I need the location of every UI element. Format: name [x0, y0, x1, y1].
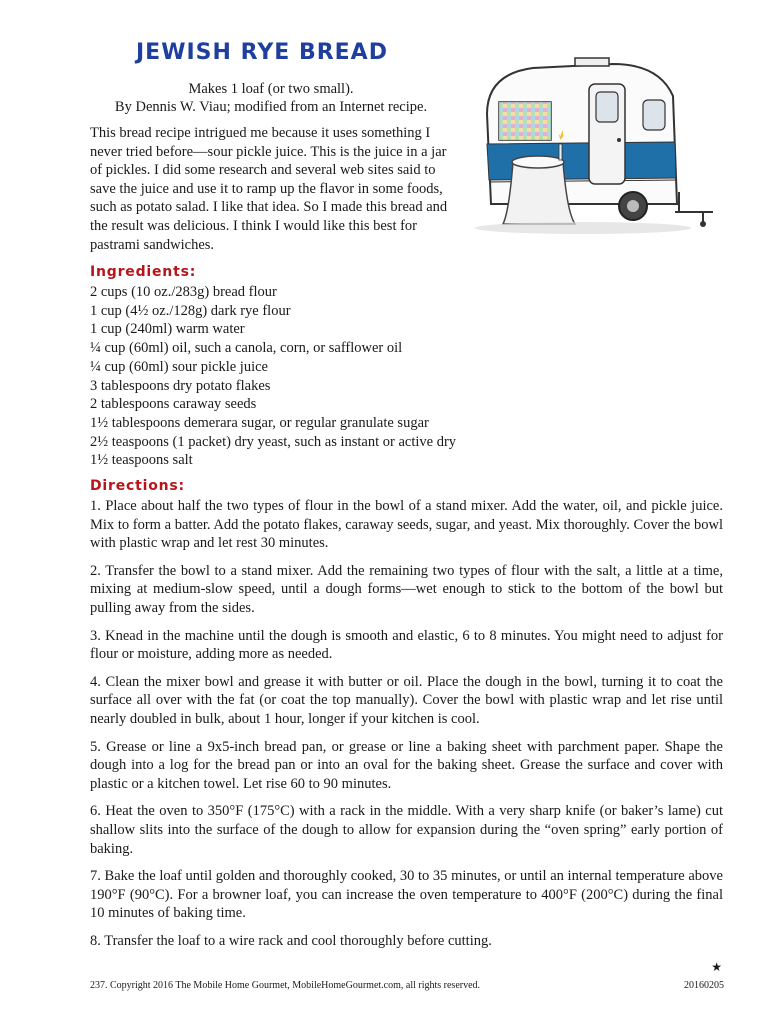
direction-step: 6. Heat the oven to 350°F (175°C) with a rack in the middle. With a very sharp knife (or baker’s lame) cut shallow slits into the surface of the dough to allow for expansion during the “oven spring” early portion of baking.: [90, 803, 723, 857]
direction-step: 5. Grease or line a 9x5-inch bread pan, or grease or line a baking sheet with parchment paper. Shape the dough into a log for the bread pan or into an oval for the baking sheet. Grease the surface and cover with plastic or a kitchen towel. Let rise 60 to 90 minutes.: [90, 738, 723, 792]
recipe-title: JEWISH RYE BREAD: [136, 40, 388, 65]
copyright-footer: 237. Copyright 2016 The Mobile Home Gourmet, MobileHomeGourmet.com, all rights reserved.: [90, 980, 481, 991]
star-icon: ★: [711, 960, 722, 974]
ingredients-list: [90, 283, 456, 470]
direction-step: 1. Place about half the two types of flour in the bowl of a stand mixer. Add the water, oil, and pickle juice. Mix to form a batter. Add the potato flakes, caraway seeds, sugar, and yeast. Mix thoroughly. Cover the bowl with plastic wrap and let rest 30 minutes.: [90, 498, 723, 552]
ingredient-item: 1½ teaspoons salt: [90, 452, 193, 469]
ingredient-item: 2 cups (10 oz./283g) bread flour: [90, 284, 277, 300]
direction-step: 8. Transfer the loaf to a wire rack and cool thoroughly before cutting.: [90, 932, 492, 949]
direction-step: 4. Clean the mixer bowl and grease it with butter or oil. Place the dough in the bowl, turning it to coat the surface all over with the fat (or coat the top manually). Cover the bowl with plastic wrap and let rise until nearly doubled in bulk, about 1 hour, longer if your kitchen is cool.: [90, 673, 723, 727]
ingredient-item: 1 cup (4½ oz./128g) dark rye flour: [90, 302, 291, 319]
document-code: 20160205: [684, 980, 724, 991]
ingredient-item: 2 tablespoons caraway seeds: [90, 396, 257, 413]
direction-step: 2. Transfer the bowl to a stand mixer. Add the remaining two types of flour with the salt, a little at a time, mixing at medium-slow speed, until a dough forms—wet enough to stick to the bottom of the bowl but pulling away from the sides.: [90, 562, 723, 616]
ingredient-item: ¼ cup (60ml) sour pickle juice: [90, 358, 268, 375]
ingredients-heading: Ingredients:: [90, 264, 197, 280]
ingredient-item: 2½ teaspoons (1 packet) dry yeast, such as instant or active dry: [90, 433, 457, 450]
intro-paragraph: This bread recipe intrigued me because it uses something I never tried before—sour pickle juice. This is the juice in a jar of pickles. I did some research and several web sites said to save the juice and use it to ramp up the flavor in some foods, such as potato salad. I like that idea. So I made this bread and the result was delicious. I think I would like this best for pastrami sandwiches.: [90, 125, 448, 253]
recipe-byline: By Dennis W. Viau; modified from an Internet recipe.: [114, 99, 428, 115]
recipe-yield: Makes 1 loaf (or two small).: [188, 81, 354, 97]
trailer-illustration: [463, 44, 725, 240]
ingredient-item: 1 cup (240ml) warm water: [90, 321, 245, 338]
directions-heading: Directions:: [90, 478, 185, 494]
ingredient-item: ¼ cup (60ml) oil, such a canola, corn, or safflower oil: [90, 340, 403, 357]
direction-step: 7. Bake the loaf until golden and thoroughly cooked, 30 to 35 minutes, or until an internal temperature above 190°F (90°C). For a browner loaf, you can increase the oven temperature to 400°F (200°C) during the final 10 minutes of baking time.: [90, 868, 723, 922]
directions-list: [90, 497, 723, 959]
ingredient-item: 3 tablespoons dry potato flakes: [90, 377, 271, 394]
direction-step: 3. Knead in the machine until the dough is smooth and elastic, 6 to 8 minutes. You might need to adjust for flour or moisture, adding more as needed.: [90, 627, 723, 663]
ingredient-item: 1½ tablespoons demerara sugar, or regular granulate sugar: [90, 414, 429, 431]
